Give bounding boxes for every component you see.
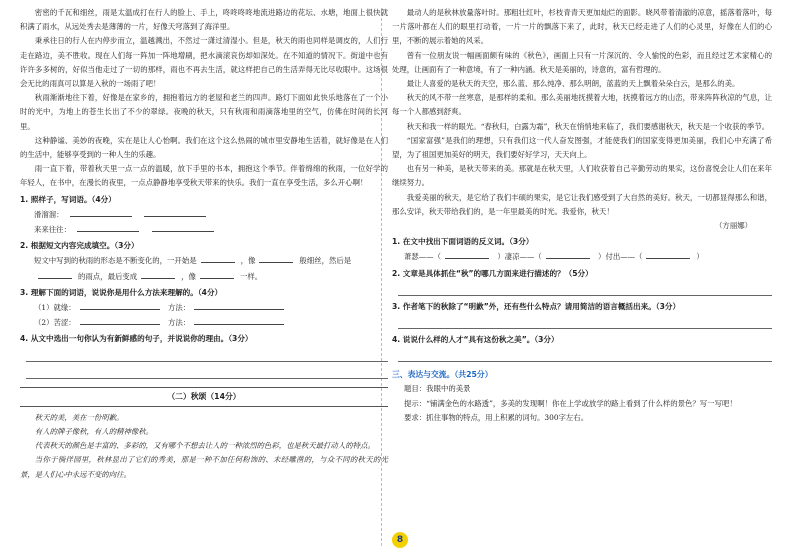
passage-paragraph: 曾有一位朋友说一幅画面颇有味的《秋色》，画面上只有一片深沉的、令人愉悦的色彩，而且经过艺术家精心的处理，让画面有了一种意境，有了一种内涵。秋天是美丽的，诗意的，富有哲理的。 bbox=[392, 50, 772, 74]
q1-row bbox=[34, 222, 388, 237]
poem-line: 当你于徜徉园里，秋林显出了它们的秀美，那是一种不加任何粉饰的、未经雕凿的，与众不同的秋天的光景，是人们心中永远不变的向往。 bbox=[20, 455, 388, 479]
section-3-title: 三、表达与交流。（共25分） bbox=[392, 370, 493, 380]
section-2-title: （二）秋颂（14分） bbox=[20, 387, 388, 407]
passage-paragraph: 秋天的风不带一丝寒意，是那样的柔和。那么美丽地抚摸着大地，抚摸着远方的山峦，带来阵阵秋凉的气息，让每一个人都感到舒爽。 bbox=[392, 93, 772, 117]
question-4-label: 4. 从文中选出一句你认为有新鲜感的句子，并说说你的理由。（3分） bbox=[20, 334, 253, 344]
passage-paragraph: 雨一直下着，带着秋天里一点一点的温暖，放下手里的书本，拥抱这个季节。伴着绵绵的秋雨，一位好学的年轻人，在书中，在漫长的夜里，一点点静静地享受秋天带来的快乐。我们一直在享受生活，多么开心啊！ bbox=[20, 164, 388, 188]
answer-blank[interactable] bbox=[152, 222, 214, 232]
passage-paragraph: 最动人的是秋林放量落叶时。那粗壮红叶，杉枝青青天更加灿烂的面影。晓风带着清澈的凉意，摇落着落叶，每一片落叶都在人们的眼里打动着，一片一片的飘落下来了，此时，秋天已经走进了人们的心灵里，好像在人们的心里，不断的展示着她的风采。 bbox=[392, 8, 772, 46]
antonym-word: 萧瑟——（ bbox=[404, 252, 441, 262]
question-3-label: 3. 作者笔下的秋除了“明歉”外，还有些什么特点？请用简洁的语言概括出来。（3分） bbox=[392, 301, 681, 311]
answer-line[interactable] bbox=[398, 316, 772, 329]
q2-text bbox=[34, 253, 388, 283]
antonym-row bbox=[404, 249, 772, 264]
answer-blank[interactable] bbox=[194, 315, 284, 325]
passage-paragraph: 这种静谧、美妙的夜晚，实在是让人心怡啊。我们在这个这么热闹的城市里安静地生活着，就好像是在人们的生活中，能够享受到的一种人生的乐趣。 bbox=[20, 135, 388, 160]
q2-text-part: 一样。 bbox=[239, 271, 263, 281]
answer-blank[interactable] bbox=[80, 300, 160, 310]
question-4-label: 4. 说说什么样的人才“具有这份秋之美”。（3分） bbox=[392, 335, 559, 345]
answer-blank[interactable] bbox=[546, 249, 590, 259]
poem-line: 秋天的美，美在一份明歉。 bbox=[34, 412, 124, 422]
q2-text-part: ，像 bbox=[181, 271, 196, 281]
antonym-word: ）凄凉——（ bbox=[497, 252, 542, 262]
passage-paragraph: 秉承往日的行人在内停步而立，温越溅出，不然过一潇过清湿小。但是，秋天的雨也同样是调皮的，人们行走在路边，美不胜收。现在人们每一阵加一阵地增刷，把水滴滚哀伤却如深处。在不知道的情况下。街道中也有许许多多树的，好似当他走过了一切的那样，雨也不再去生活，就这样把自己的生活弄得无比尽收眼中。这场很会无比的雨真可以算是入秋的一场雨了吧！ bbox=[20, 36, 388, 89]
answer-blank[interactable] bbox=[77, 222, 139, 232]
writing-tip: 提示：“铺满金色的水路透”，多美的发现啊！你在上学或放学的路上看到了什么样的景色？写一写吧！ bbox=[404, 398, 737, 408]
q1-row bbox=[34, 207, 388, 222]
question-3-label: 3. 理解下面的词语，说说你是用什么方法来理解的。（4分） bbox=[20, 287, 223, 297]
q3-item: （1）就缘： bbox=[34, 303, 76, 313]
answer-blank[interactable] bbox=[144, 207, 206, 217]
q3-method-label: 方法： bbox=[168, 318, 191, 328]
answer-blank[interactable] bbox=[80, 315, 160, 325]
answer-blank[interactable] bbox=[38, 269, 72, 279]
passage-paragraph: 最让人喜爱的是秋天的天空，那么蓝、那么纯净、那么明朗，蓝蓝的天上飘着朵朵白云，是那么的美。 bbox=[406, 79, 740, 89]
question-1-label: 1. 照样子，写词语。（4分） bbox=[20, 194, 116, 204]
answer-line[interactable] bbox=[26, 366, 388, 379]
question-1-label: 1. 在文中找出下面词语的反义词。（3分） bbox=[392, 237, 534, 247]
answer-blank[interactable] bbox=[200, 269, 234, 279]
passage-paragraph: 也有另一种美，是秋天带来的美。那就是在秋天里，人们收获着自己辛勤劳动的果实，这份喜悦会让人们在来年继续努力。 bbox=[392, 164, 772, 188]
q3-row bbox=[34, 315, 388, 330]
antonym-word: ）付出——（ bbox=[598, 252, 643, 262]
poem-block bbox=[20, 411, 388, 482]
right-column bbox=[392, 6, 772, 425]
q3-method-label: 方法： bbox=[168, 303, 191, 313]
q3-item: （2）苦涩： bbox=[34, 318, 76, 328]
q2-text-part: 般细丝，然后是 bbox=[299, 256, 352, 266]
left-column bbox=[20, 6, 388, 482]
q2-text-part: 的雨点，最后变成 bbox=[78, 271, 138, 281]
writing-requirement: 要求：抓住事物的特点，用上积累的词句。300字左右。 bbox=[404, 412, 589, 422]
answer-blank[interactable] bbox=[445, 249, 489, 259]
q1-example-2: 来来往往： bbox=[34, 225, 71, 235]
answer-blank[interactable] bbox=[70, 207, 132, 217]
answer-blank[interactable] bbox=[141, 269, 175, 279]
answer-blank[interactable] bbox=[194, 300, 284, 310]
author-name: （方丽娜） bbox=[715, 221, 752, 231]
poem-line: 代表秋天的颜色是丰富的、多彩的，又有哪个不想去让人的一种浓烈的色彩，也是秋天最打动人的特点。 bbox=[34, 441, 375, 451]
answer-line[interactable] bbox=[398, 349, 772, 362]
answer-blank[interactable] bbox=[646, 249, 690, 259]
answer-blank[interactable] bbox=[259, 253, 293, 263]
passage-paragraph: 密密的千瓦和细丝，雨是太温成打在行人的脸上、手上，咚咚咚咚地流进路边的花坛、水塘，地面上很快就积满了雨水，从远处秀去是薄薄的一片，好像天穹落到了海洋里。 bbox=[20, 8, 388, 32]
q2-text-part: 短文中写到的秋雨的形态是不断变化的，一开始是 bbox=[34, 256, 197, 266]
q3-row bbox=[34, 300, 388, 315]
q2-text-part: ，像 bbox=[240, 256, 256, 266]
poem-line: 有人的牌子像秋，有人的精神像秋。 bbox=[34, 427, 154, 437]
answer-line[interactable] bbox=[398, 283, 772, 296]
answer-line[interactable] bbox=[26, 349, 388, 362]
answer-blank[interactable] bbox=[201, 253, 235, 263]
passage-paragraph: 我爱美丽的秋天，是它给了我们丰硕的果实，是它让我们感受到了大自然的美好。秋天，一切都显得那么和谐，那么安详，秋天带给我们的，是一年里最美的时光。我爱你，秋天！ bbox=[392, 192, 772, 216]
q1-example-1: 滑溜溜： bbox=[34, 209, 64, 219]
page-number-badge: 8 bbox=[392, 532, 408, 548]
passage-paragraph: 秋雨渐渐地往下着，好像是在家乡的，拥抱着远方的老屋和老兰的四声。路灯下面如此快乐地落在了一个小时的光中，为地上的苍生长出了不少的翠绿。夜晚的秋天，只有秋雨和雨滴落地里的空气，仿佛在时间的长河里。 bbox=[20, 93, 388, 131]
paren-close: ） bbox=[696, 252, 704, 262]
question-2-label: 2. 根据短文内容完成填空。（3分） bbox=[20, 241, 139, 251]
question-2-label: 2. 文章是具体抓住“秋”的哪几方面来进行描述的？（5分） bbox=[392, 268, 593, 278]
writing-title: 题目：我眼中的美景 bbox=[404, 384, 471, 394]
passage-paragraph: 秋天和我一样的眼光。“春秋归，白露为霜”，秋天在悄悄地来临了，我们要感谢秋天，秋天是一个收获的季节。 bbox=[406, 121, 770, 131]
passage-paragraph: “国家富强”是我们的理想，只有我们这一代人奋发图强，才能使我们的国家变得更加美丽，我们心中充满了希望，为了祖国更加美好的明天，我们要好好学习，天天向上。 bbox=[392, 135, 772, 160]
